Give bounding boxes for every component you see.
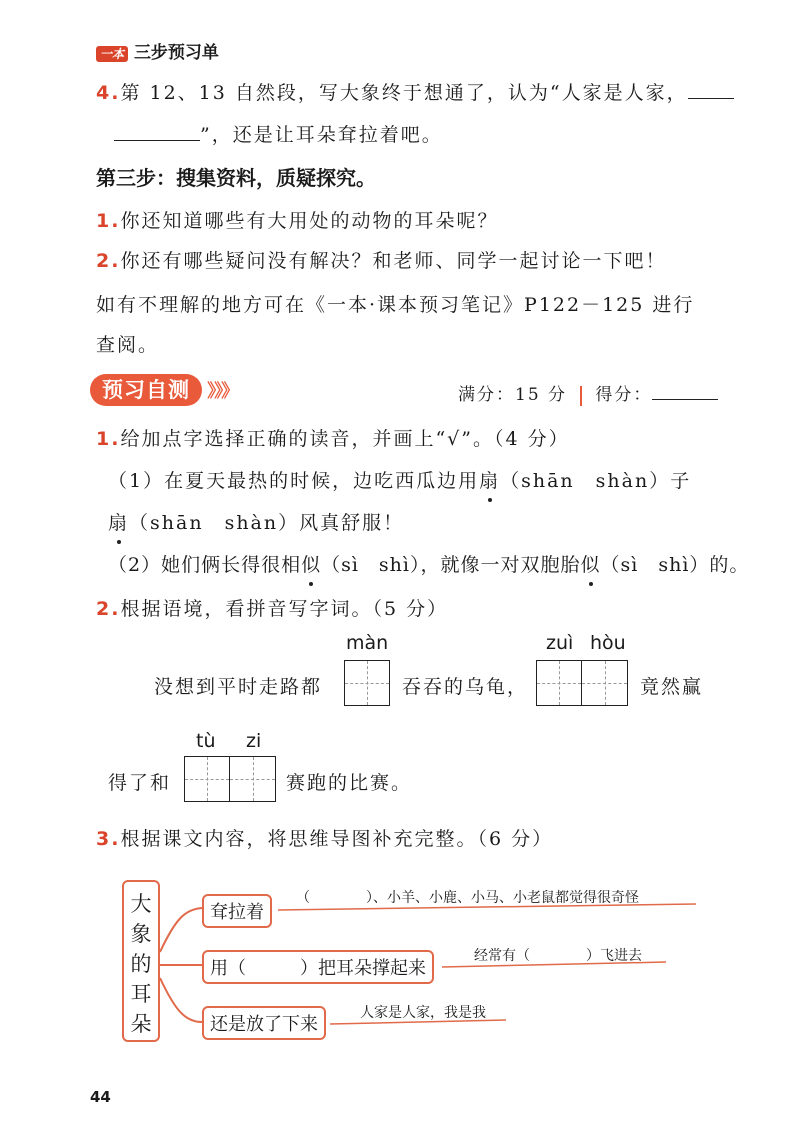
- t3-title-text: 根据课文内容，将思维导图补充完整。（6 分）: [120, 828, 554, 850]
- mindmap-root: [122, 880, 160, 1042]
- t1-s2: [108, 550, 749, 577]
- brand-logo: 一本: [96, 46, 128, 62]
- step3-note-2: 查阅。: [96, 334, 160, 356]
- chevron-icon: 》》》: [207, 381, 238, 402]
- root-char: 象: [130, 922, 152, 946]
- t1-s1-options[interactable]: （shān shàn）子: [500, 470, 692, 492]
- page-number: 44: [90, 1088, 111, 1106]
- score-label: 得分：: [595, 385, 653, 405]
- step3-q1-text: 你还知道哪些有大用处的动物的耳朵呢？: [120, 210, 499, 232]
- root-char: 朵: [130, 1012, 152, 1036]
- root-char: 大: [130, 892, 152, 916]
- branch-2-box[interactable]: 用（ ）把耳朵撑起来: [202, 950, 434, 984]
- t1-s2-dotted-char: 似: [301, 550, 321, 577]
- t1-title: [96, 424, 570, 451]
- root-char: 的: [130, 952, 152, 976]
- pinyin-tu: tù: [196, 730, 216, 752]
- step3-q2: [96, 246, 666, 273]
- t2-line2-a: 得了和: [108, 772, 172, 794]
- q4-number: 4.: [96, 82, 121, 104]
- t1-number: 1.: [96, 428, 121, 450]
- t2-title: [96, 594, 448, 621]
- step3-title: 第三步：搜集资料，质疑探究。: [96, 166, 376, 190]
- q4-line1: [96, 78, 734, 105]
- t1-s1b: [108, 508, 404, 535]
- branch-3-connector: [160, 978, 202, 1022]
- q4-line2: [114, 120, 443, 147]
- branch-3-note: 人家是人家，我是我: [360, 1005, 486, 1021]
- char-cell[interactable]: [582, 660, 628, 706]
- t3-number: 3.: [96, 828, 121, 850]
- root-char: 耳: [130, 982, 152, 1006]
- score-divider: [580, 386, 582, 406]
- char-cell[interactable]: [184, 756, 230, 802]
- step3-q1-number: 1.: [96, 210, 121, 232]
- t1-s2-options-2[interactable]: （sì shì）的。: [600, 554, 750, 576]
- char-grid-tuzi[interactable]: [184, 756, 276, 802]
- branch-1-note[interactable]: （ ）、小羊、小鹿、小马、小老鼠都觉得很奇怪: [296, 890, 639, 906]
- branch-1-connector: [160, 908, 204, 952]
- t2-line1-b: 吞吞的乌龟，: [402, 676, 529, 698]
- t2-number: 2.: [96, 598, 121, 620]
- q4-tail: ”，还是让耳朵耷拉着吧。: [200, 124, 443, 146]
- char-grid-man[interactable]: [344, 660, 390, 706]
- q4-text: 第 12、13 自然段，写大象终于想通了，认为“人家是人家，: [120, 82, 688, 104]
- pinyin-hou: hòu: [590, 632, 626, 654]
- step3-q1: [96, 206, 498, 233]
- branch-2-note[interactable]: 经常有（ ）飞进去: [474, 948, 642, 964]
- t1-s1-dotted-char: 扇: [479, 466, 500, 493]
- t1-s2-text: （2）她们俩长得很相: [108, 554, 302, 576]
- pinyin-zui: zuì: [546, 632, 574, 654]
- score-blank[interactable]: [652, 399, 718, 400]
- step3-note-1: 如有不理解的地方可在《一本·课本预习笔记》P122－125 进行: [96, 294, 695, 316]
- pinyin-man: màn: [346, 632, 389, 654]
- t1-s2-options-1[interactable]: （sì shì），就像一对双胞胎: [321, 554, 581, 576]
- t3-title: [96, 824, 553, 851]
- t1-s1b-dotted-char: 扇: [108, 508, 129, 535]
- t1-title-text: 给加点字选择正确的读音，并画上“√”。（4 分）: [120, 428, 570, 450]
- q4-blank-1[interactable]: [688, 98, 734, 99]
- t2-line2-b: 赛跑的比赛。: [286, 772, 413, 794]
- t1-s1: [108, 466, 691, 493]
- step3-q2-text: 你还有哪些疑问没有解决？和老师、同学一起讨论一下吧！: [120, 250, 667, 272]
- t2-title-text: 根据语境，看拼音写字词。（5 分）: [120, 598, 449, 620]
- selftest-banner: [90, 374, 237, 404]
- score-area: [458, 380, 718, 406]
- pinyin-zi: zi: [246, 730, 262, 752]
- t2-line1-a: 没想到平时走路都: [154, 676, 323, 698]
- char-grid-zuihou[interactable]: [536, 660, 628, 706]
- full-score: 满分：15 分: [458, 385, 568, 405]
- header-title: 三步预习单: [133, 43, 219, 63]
- t1-s2-dotted-char-2: 似: [581, 550, 601, 577]
- selftest-badge: 预习自测: [90, 374, 202, 406]
- t1-s1-text: （1）在夏天最热的时候，边吃西瓜边用: [108, 470, 480, 492]
- t1-s1b-options[interactable]: （shān shàn）风真舒服！: [129, 512, 405, 534]
- branch-1-box: 耷拉着: [202, 894, 272, 928]
- char-cell[interactable]: [536, 660, 582, 706]
- q4-blank-2[interactable]: [114, 140, 200, 141]
- page-header: [96, 38, 219, 63]
- branch-3-box: 还是放了下来: [202, 1006, 326, 1040]
- char-cell[interactable]: [230, 756, 276, 802]
- t2-line1-c: 竟然赢: [640, 676, 704, 698]
- step3-q2-number: 2.: [96, 250, 121, 272]
- char-cell[interactable]: [344, 660, 390, 706]
